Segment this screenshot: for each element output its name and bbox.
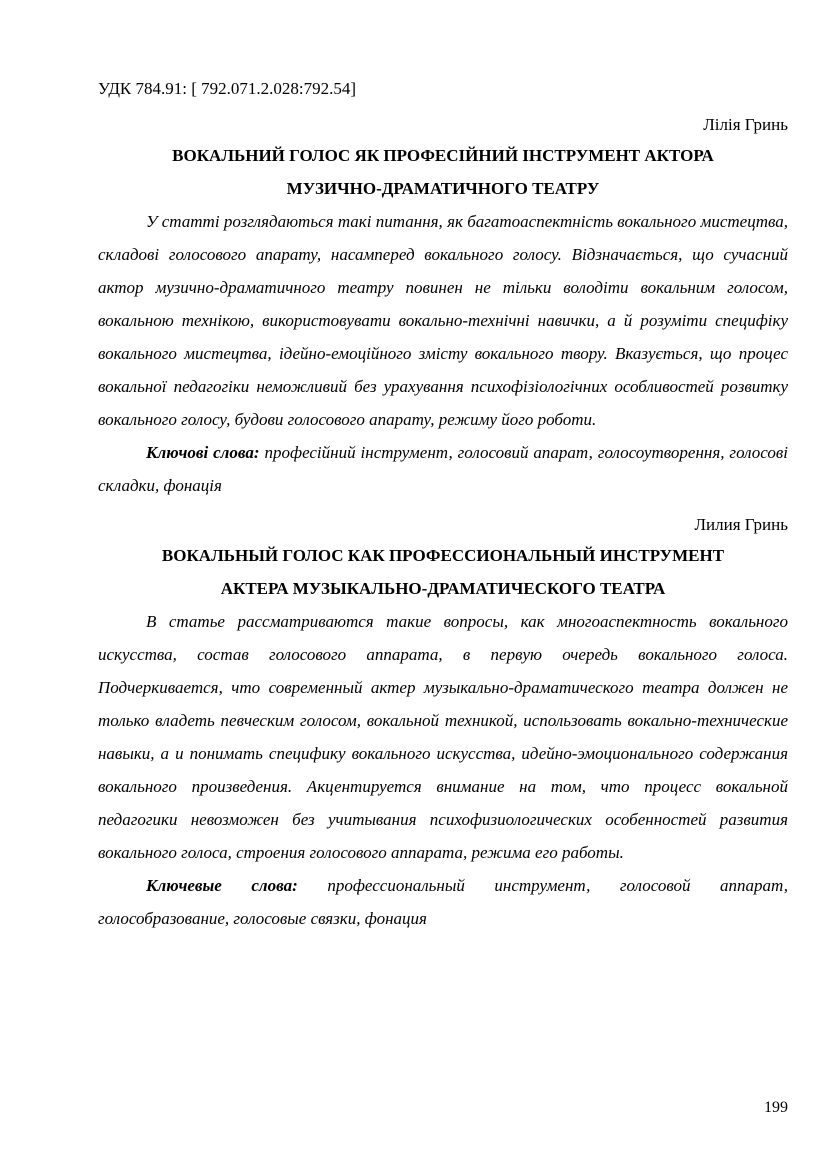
abstract-russian: В статье рассматриваются такие вопросы, как многоаспектность вокального искусства, состав голосового аппарата, в первую очередь вокального голоса. Подчеркивается, что современный актер музыкально-драматического театра должен не только владеть певческим голосом, вокальной техникой, использовать вокально-технические навыки, а и понимать специфику вокального искусства, идейно-эмоционального содержания вокального произведения. Акцентируется внимание на том, что процесс вокальной педагогики невозможен без учитывания психофизиологических особенностей развития вокального голоса, строения голосового аппарата, режима его работы. bbox=[98, 612, 788, 862]
abstract-ukrainian: У статті розглядаються такі питання, як багатоаспектність вокального мистецтва, складові голосового апарату, насамперед вокального голосу. Відзначається, що сучасний актор музично-драматичного театру повинен не тільки володіти вокальним голосом, вокальною технікою, використовувати вокально-технічні навички, а й розуміти специфіку вокального мистецтва, ідейно-емоційного змісту вокального твору. Вказується, що процес вокальної педагогіки неможливий без урахування психофізіологічних особливостей розвитку вокального голосу, будови голосового апарату, режиму його роботи. bbox=[98, 212, 788, 429]
title-ukrainian-line2: МУЗИЧНО-ДРАМАТИЧНОГО ТЕАТРУ bbox=[286, 179, 600, 198]
keywords-russian bbox=[98, 869, 788, 935]
title-ukrainian bbox=[98, 139, 788, 205]
title-russian bbox=[98, 539, 788, 605]
keywords-text-ukrainian: професійний інструмент, голосовий апарат, голосоутворення, голосові складки, фонація bbox=[98, 443, 788, 495]
keywords-ukrainian bbox=[98, 436, 788, 502]
article-page bbox=[98, 78, 788, 935]
page-number: 199 bbox=[764, 1099, 788, 1116]
keywords-label-russian: Ключевые слова: bbox=[146, 876, 298, 895]
udk-code: УДК 784.91: [ 792.071.2.028:792.54] bbox=[98, 79, 357, 98]
author-russian: Лилия Гринь bbox=[694, 515, 788, 534]
author-ukrainian: Лілія Гринь bbox=[703, 115, 788, 134]
title-russian-line2: АКТЕРА МУЗЫКАЛЬНО-ДРАМАТИЧЕСКОГО ТЕАТРА bbox=[220, 579, 666, 598]
keywords-text-russian: профессиональный инструмент, голосовой аппарат, голособразование, голосовые связки, фонация bbox=[98, 876, 788, 928]
keywords-label-ukrainian: Ключові слова: bbox=[146, 443, 260, 462]
title-ukrainian-line1: ВОКАЛЬНИЙ ГОЛОС ЯК ПРОФЕСІЙНИЙ ІНСТРУМЕНТ АКТОРА bbox=[172, 146, 714, 165]
title-russian-line1: ВОКАЛЬНЫЙ ГОЛОС КАК ПРОФЕССИОНАЛЬНЫЙ ИНСТРУМЕНТ bbox=[161, 546, 725, 565]
